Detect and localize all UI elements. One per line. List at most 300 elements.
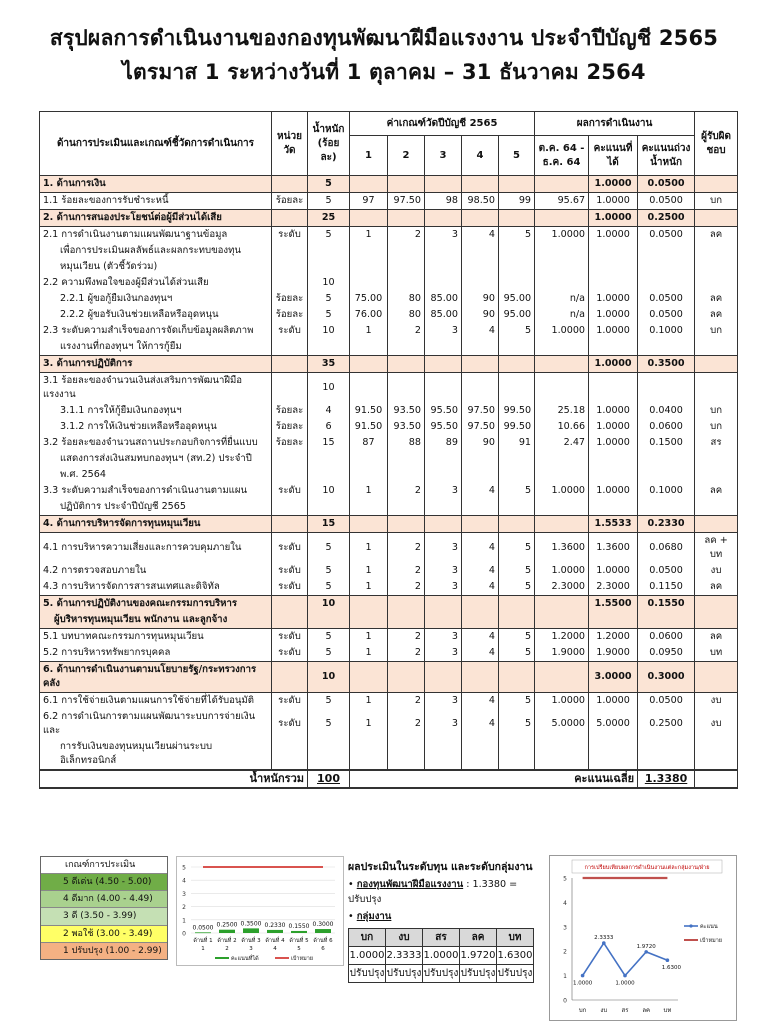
legend-item: 1 ปรับปรุง (1.00 - 2.99) xyxy=(41,942,167,959)
row-score: 1.2000 xyxy=(589,629,638,646)
row-period: 1.0000 xyxy=(535,227,589,244)
score-point xyxy=(623,974,627,978)
group-groups-cell: บท xyxy=(497,929,534,947)
row-level-2 xyxy=(388,662,425,693)
empty-cell xyxy=(462,339,499,356)
empty-cell xyxy=(695,339,738,356)
row-weighted: 0.1550 xyxy=(638,596,695,613)
empty-cell xyxy=(388,499,425,516)
row-name: 4. ด้านการบริหารจัดการทุนหมุนเวียน xyxy=(40,516,272,533)
row-name: 2.1 การดำเนินงานตามแผนพัฒนาฐานข้อมูล xyxy=(40,227,272,244)
row-level-1: 1 xyxy=(350,579,388,596)
row-period xyxy=(535,662,589,693)
row-level-2 xyxy=(388,356,425,373)
row-unit xyxy=(272,596,308,613)
row-score: 1.0000 xyxy=(589,323,638,339)
bar xyxy=(195,932,211,933)
row-level-3: 89 xyxy=(425,435,462,451)
row-period: 1.0000 xyxy=(535,483,589,499)
row-weighted: 0.0600 xyxy=(638,629,695,646)
col-weight: น้ำหนัก (ร้อยละ) xyxy=(308,112,350,176)
row-period xyxy=(535,210,589,227)
row-level-1: 1 xyxy=(350,563,388,579)
row-unit: ระดับ xyxy=(272,645,308,662)
empty-cell xyxy=(535,259,589,275)
empty-cell xyxy=(425,451,462,467)
report-title: สรุปผลการดำเนินงานของกองทุนพัฒนาฝีมือแรงงาน ประจำปีบัญชี 2565 xyxy=(49,26,719,50)
group-values-cell: 1.6300 xyxy=(497,947,534,965)
section-row xyxy=(40,516,738,533)
row-name: 5.2 การบริหารทรัพยากรบุคคล xyxy=(40,645,272,662)
empty-cell xyxy=(462,499,499,516)
row-period: 1.0000 xyxy=(535,563,589,579)
empty-cell xyxy=(272,499,308,516)
section-row xyxy=(40,210,738,227)
row-score: 1.0000 xyxy=(589,483,638,499)
row-unit xyxy=(272,210,308,227)
row-unit: ร้อยละ xyxy=(272,403,308,419)
legend-label-target: เป้าหมาย xyxy=(700,938,723,944)
table-row xyxy=(40,563,738,579)
col-level-3: 3 xyxy=(425,136,462,176)
row-level-2: 2 xyxy=(388,323,425,339)
row-score: 1.0000 xyxy=(589,227,638,244)
group-values-cell: 1.9720 xyxy=(460,947,497,965)
row-name: 2.2.2 ผู้ขอรับเงินช่วยเหลือหรืออุดหนุน xyxy=(40,307,272,323)
group-values-row xyxy=(349,947,534,965)
row-level-1 xyxy=(350,596,388,613)
row-name: 1. ด้านการเงิน xyxy=(40,176,272,193)
empty-cell xyxy=(272,467,308,483)
avg-score-label: คะแนนเฉลี่ย xyxy=(535,770,638,788)
empty-cell xyxy=(350,451,388,467)
row-level-5: 5 xyxy=(499,533,535,564)
empty-cell xyxy=(499,739,535,770)
row-level-5: 99 xyxy=(499,193,535,210)
row-name: 3.1.1 การให้กู้ยืมเงินกองทุนฯ xyxy=(40,403,272,419)
y-tick-label: 5 xyxy=(563,875,567,883)
row-unit xyxy=(272,516,308,533)
table-row xyxy=(40,193,738,210)
row-unit: ระดับ xyxy=(272,483,308,499)
empty-cell xyxy=(388,612,425,629)
row-name: เพื่อการประเมินผลลัพธ์และผลกระทบของทุน xyxy=(40,243,272,259)
table-row xyxy=(40,373,738,404)
data-label: 0.3000 xyxy=(312,921,334,929)
row-level-5: 5 xyxy=(499,645,535,662)
row-period xyxy=(535,596,589,613)
row-level-4: 4 xyxy=(462,483,499,499)
row-score: 3.0000 xyxy=(589,662,638,693)
row-level-3: 85.00 xyxy=(425,291,462,307)
row-level-5 xyxy=(499,210,535,227)
row-level-2: 2 xyxy=(388,645,425,662)
bar xyxy=(315,929,331,933)
bar xyxy=(291,931,307,933)
section-row xyxy=(40,612,738,629)
row-unit: ระดับ xyxy=(272,693,308,710)
row-name: 2. ด้านการสนองประโยชน์ต่อผู้มีส่วนได้เสีย xyxy=(40,210,272,227)
row-level-2: 2 xyxy=(388,227,425,244)
score-point xyxy=(581,974,585,978)
row-score: 1.5533 xyxy=(589,516,638,533)
row-level-3: 95.50 xyxy=(425,419,462,435)
row-owner xyxy=(695,176,738,193)
row-level-4 xyxy=(462,210,499,227)
table-row xyxy=(40,645,738,662)
empty-cell xyxy=(272,612,308,629)
row-level-2 xyxy=(388,210,425,227)
legend-item: 4 ดีมาก (4.00 - 4.49) xyxy=(41,890,167,907)
row-name: 6. ด้านการดำเนินงานตามนโยบายรัฐ/กระทรวงการคลัง xyxy=(40,662,272,693)
row-name: 1.1 ร้อยละของการรับชำระหนี้ xyxy=(40,193,272,210)
empty-cell xyxy=(462,467,499,483)
row-level-4 xyxy=(462,356,499,373)
empty-cell xyxy=(272,339,308,356)
row-period: n/a xyxy=(535,307,589,323)
row-level-1: 1 xyxy=(350,323,388,339)
row-weight: 10 xyxy=(308,275,350,291)
row-name: การรับเงินของทุนหมุนเวียนผ่านระบบอิเล็กทรอนิกส์ xyxy=(40,739,272,770)
row-owner: บท xyxy=(695,645,738,662)
row-weight: 5 xyxy=(308,291,350,307)
row-unit: ร้อยละ xyxy=(272,419,308,435)
row-weighted: 0.1150 xyxy=(638,579,695,596)
row-level-4: 90 xyxy=(462,435,499,451)
row-score xyxy=(589,373,638,404)
row-name: แสดงการส่งเงินสมทบกองทุนฯ (สท.2) ประจำปี xyxy=(40,451,272,467)
empty-cell xyxy=(388,259,425,275)
row-weight: 10 xyxy=(308,596,350,613)
empty-cell xyxy=(308,499,350,516)
weighted-score-chart xyxy=(176,856,344,966)
empty-cell xyxy=(272,451,308,467)
section-row xyxy=(40,356,738,373)
row-level-4: 98.50 xyxy=(462,193,499,210)
row-period: 1.3600 xyxy=(535,533,589,564)
total-weight-label: น้ำหนักรวม xyxy=(40,770,308,788)
group-groups-cell: ลค xyxy=(460,929,497,947)
row-owner: ลค xyxy=(695,307,738,323)
row-weighted: 0.3500 xyxy=(638,356,695,373)
row-unit xyxy=(272,275,308,291)
row-owner: งบ xyxy=(695,709,738,739)
empty-cell xyxy=(535,243,589,259)
chart-title: การเปรียบเทียบผลการดำเนินงานแต่ละกลุ่มงาน/ฝ่าย xyxy=(584,865,710,871)
empty-cell xyxy=(350,612,388,629)
data-label: 1.0000 xyxy=(572,980,593,987)
row-level-2: 2 xyxy=(388,709,425,739)
row-level-5: 91 xyxy=(499,435,535,451)
empty-cell xyxy=(388,467,425,483)
row-weight: 5 xyxy=(308,645,350,662)
row-level-2 xyxy=(388,275,425,291)
result-heading: ผลประเมินในระดับทุน และระดับกลุ่มงาน xyxy=(348,861,533,873)
empty-cell xyxy=(589,259,638,275)
empty-cell xyxy=(308,243,350,259)
empty-cell xyxy=(350,259,388,275)
row-level-4: 4 xyxy=(462,579,499,596)
row-name: 6.2 การดำเนินการตามแผนพัฒนาระบบการจ่ายเงินและ xyxy=(40,709,272,739)
row-period xyxy=(535,356,589,373)
row-level-1: 91.50 xyxy=(350,403,388,419)
row-name: 3. ด้านการปฏิบัติการ xyxy=(40,356,272,373)
empty-cell xyxy=(695,243,738,259)
row-period: 1.2000 xyxy=(535,629,589,646)
y-tick-label: 2 xyxy=(182,904,186,912)
col-level-2: 2 xyxy=(388,136,425,176)
empty-cell xyxy=(425,259,462,275)
row-level-5: 95.00 xyxy=(499,307,535,323)
row-name: หมุนเวียน (ตัวชี้วัดร่วม) xyxy=(40,259,272,275)
empty-cell xyxy=(388,451,425,467)
table-row xyxy=(40,709,738,739)
row-score: 1.0000 xyxy=(589,356,638,373)
row-weight: 5 xyxy=(308,533,350,564)
row-level-3: 3 xyxy=(425,227,462,244)
row-period xyxy=(535,176,589,193)
row-level-5: 99.50 xyxy=(499,403,535,419)
row-unit: ระดับ xyxy=(272,563,308,579)
group-groups-cell: สร xyxy=(423,929,460,947)
row-level-2: 2 xyxy=(388,533,425,564)
row-level-1: 1 xyxy=(350,629,388,646)
row-name: 5. ด้านการปฏิบัติงานของคณะกรรมการบริหาร xyxy=(40,596,272,613)
empty-cell xyxy=(499,499,535,516)
score-point xyxy=(644,950,648,954)
row-weighted: 0.0500 xyxy=(638,307,695,323)
row-weighted xyxy=(638,275,695,291)
y-tick-label: 1 xyxy=(563,973,567,981)
row-level-1: 75.00 xyxy=(350,291,388,307)
table-row xyxy=(40,467,738,483)
row-name: 3.1 ร้อยละของจำนวนเงินส่งเสริมการพัฒนาฝีมือแรงงาน xyxy=(40,373,272,404)
empty-cell xyxy=(308,612,350,629)
row-score: 1.0000 xyxy=(589,176,638,193)
row-weight: 4 xyxy=(308,403,350,419)
row-weight: 10 xyxy=(308,662,350,693)
row-level-1: 1 xyxy=(350,709,388,739)
empty-cell xyxy=(350,499,388,516)
row-unit: ระดับ xyxy=(272,323,308,339)
data-label: 0.0500 xyxy=(192,924,214,932)
row-level-5: 5 xyxy=(499,563,535,579)
fund-score: : 1.3380 = ปรับปรุง xyxy=(348,879,518,905)
row-score: 5.0000 xyxy=(589,709,638,739)
row-level-3: 3 xyxy=(425,693,462,710)
empty-cell xyxy=(425,467,462,483)
row-level-3 xyxy=(425,596,462,613)
section-row xyxy=(40,596,738,613)
empty-cell xyxy=(695,259,738,275)
empty-cell xyxy=(388,339,425,356)
row-level-3: 98 xyxy=(425,193,462,210)
empty-cell xyxy=(388,739,425,770)
empty-cell xyxy=(462,612,499,629)
row-level-5: 5 xyxy=(499,483,535,499)
group-values-cell: 1.0000 xyxy=(349,947,386,965)
row-score: 1.0000 xyxy=(589,435,638,451)
row-level-2: 2 xyxy=(388,693,425,710)
results-table xyxy=(39,111,738,789)
row-name: 3.1.2 การให้เงินช่วยเหลือหรืออุดหนุน xyxy=(40,419,272,435)
row-level-3 xyxy=(425,210,462,227)
empty-cell xyxy=(425,339,462,356)
row-level-1: 1 xyxy=(350,533,388,564)
row-period xyxy=(535,373,589,404)
row-level-3: 3 xyxy=(425,323,462,339)
row-level-1 xyxy=(350,373,388,404)
row-owner xyxy=(695,210,738,227)
row-level-1: 76.00 xyxy=(350,307,388,323)
row-level-4: 97.50 xyxy=(462,403,499,419)
empty-cell xyxy=(535,467,589,483)
row-score: 1.0000 xyxy=(589,307,638,323)
row-level-4 xyxy=(462,662,499,693)
empty-cell xyxy=(462,739,499,770)
table-row xyxy=(40,629,738,646)
empty-cell xyxy=(638,339,695,356)
row-name: 2.2.1 ผู้ขอกู้ยืมเงินกองทุนฯ xyxy=(40,291,272,307)
row-unit: ร้อยละ xyxy=(272,291,308,307)
y-tick-label: 3 xyxy=(563,924,567,932)
row-weight: 35 xyxy=(308,356,350,373)
row-weight: 5 xyxy=(308,693,350,710)
empty-cell xyxy=(350,339,388,356)
row-level-4 xyxy=(462,275,499,291)
row-unit xyxy=(272,176,308,193)
row-level-5 xyxy=(499,176,535,193)
empty-cell xyxy=(499,451,535,467)
row-level-2 xyxy=(388,176,425,193)
empty-cell xyxy=(535,612,589,629)
row-unit xyxy=(272,356,308,373)
group-levels-cell: ปรับปรุง xyxy=(386,965,423,983)
empty-cell xyxy=(499,339,535,356)
row-score: 1.0000 xyxy=(589,419,638,435)
total-row xyxy=(40,770,738,788)
empty-cell xyxy=(638,451,695,467)
row-level-5 xyxy=(499,662,535,693)
row-level-3: 3 xyxy=(425,533,462,564)
group-table xyxy=(348,928,534,983)
row-level-4: 90 xyxy=(462,291,499,307)
row-name: 5.1 บทบาทคณะกรรมการทุนหมุนเวียน xyxy=(40,629,272,646)
col-unit: หน่วยวัด xyxy=(272,112,308,176)
row-weight: 15 xyxy=(308,516,350,533)
row-weight: 5 xyxy=(308,563,350,579)
row-weighted: 0.0500 xyxy=(638,176,695,193)
row-period: 5.0000 xyxy=(535,709,589,739)
row-weighted: 0.2500 xyxy=(638,210,695,227)
row-period: 1.0000 xyxy=(535,323,589,339)
row-weighted: 0.3000 xyxy=(638,662,695,693)
row-level-5 xyxy=(499,373,535,404)
empty-cell xyxy=(499,259,535,275)
x-category-label: ด้านที่ 5 xyxy=(289,938,309,944)
row-level-1 xyxy=(350,176,388,193)
group-levels-cell: ปรับปรุง xyxy=(349,965,386,983)
score-point xyxy=(666,958,670,962)
empty-cell xyxy=(308,259,350,275)
row-weight: 10 xyxy=(308,323,350,339)
row-level-2: 93.50 xyxy=(388,403,425,419)
row-level-4: 4 xyxy=(462,709,499,739)
row-level-1 xyxy=(350,210,388,227)
group-levels-row xyxy=(349,965,534,983)
table-row xyxy=(40,499,738,516)
table-row xyxy=(40,435,738,451)
row-owner: บก xyxy=(695,193,738,210)
row-level-4: 4 xyxy=(462,533,499,564)
empty-cell xyxy=(350,739,388,770)
row-level-4 xyxy=(462,176,499,193)
table-row xyxy=(40,483,738,499)
row-name: 3.3 ระดับความสำเร็จของการดำเนินงานตามแผน xyxy=(40,483,272,499)
row-owner: ลค xyxy=(695,579,738,596)
empty-cell xyxy=(308,739,350,770)
row-level-4: 4 xyxy=(462,693,499,710)
row-score: 1.9000 xyxy=(589,645,638,662)
row-level-5: 5 xyxy=(499,693,535,710)
empty-cell xyxy=(695,451,738,467)
empty-cell xyxy=(272,739,308,770)
x-tick-label: 5 xyxy=(297,946,301,952)
row-level-4: 90 xyxy=(462,307,499,323)
row-level-5: 99.50 xyxy=(499,419,535,435)
data-label: 1.9720 xyxy=(636,943,656,950)
score-point xyxy=(602,941,606,945)
row-level-5: 95.00 xyxy=(499,291,535,307)
results-body xyxy=(40,176,738,771)
x-tick-label: 4 xyxy=(273,946,277,952)
row-level-1: 1 xyxy=(350,227,388,244)
group-groups-cell: บก xyxy=(349,929,386,947)
empty-cell xyxy=(638,739,695,770)
total-weight: 100 xyxy=(317,772,340,785)
row-level-2 xyxy=(388,596,425,613)
row-owner xyxy=(695,662,738,693)
row-level-2: 88 xyxy=(388,435,425,451)
row-level-4 xyxy=(462,516,499,533)
empty-cell xyxy=(350,243,388,259)
empty-cell xyxy=(589,499,638,516)
row-period xyxy=(535,516,589,533)
row-period: 2.3000 xyxy=(535,579,589,596)
row-name: 4.2 การตรวจสอบภายใน xyxy=(40,563,272,579)
empty-cell xyxy=(425,739,462,770)
table-row xyxy=(40,243,738,259)
row-name: 3.2 ร้อยละของจำนวนสถานประกอบกิจการที่ยื่นแบบ xyxy=(40,435,272,451)
row-level-3 xyxy=(425,373,462,404)
row-name: 2.3 ระดับความสำเร็จของการจัดเก็บข้อมูลผลิตภาพ xyxy=(40,323,272,339)
empty-cell xyxy=(589,739,638,770)
result-panel: ผลประเมินในระดับทุน และระดับกลุ่มงาน • กองทุนพัฒนาฝีมือแรงงาน : 1.3380 = ปรับปรุง • กลุ่มงาน บก งบ สร ลค บท 1.0000 2.3333 1.0000 1.9720 1.6300 ปรับปรุง ปรับปรุง ปรับปรุง ปรับปรุง ปรับปรุง xyxy=(348,858,544,983)
table-row xyxy=(40,419,738,435)
group-groups-cell: งบ xyxy=(386,929,423,947)
row-owner: บก xyxy=(695,403,738,419)
row-level-3 xyxy=(425,275,462,291)
row-owner xyxy=(695,373,738,404)
row-level-3: 3 xyxy=(425,629,462,646)
table-row xyxy=(40,533,738,564)
row-name: พ.ศ. 2564 xyxy=(40,467,272,483)
x-tick-label: บก xyxy=(578,1007,587,1014)
table-row xyxy=(40,259,738,275)
empty-cell xyxy=(589,243,638,259)
bar xyxy=(219,930,235,933)
row-score: 1.0000 xyxy=(589,403,638,419)
